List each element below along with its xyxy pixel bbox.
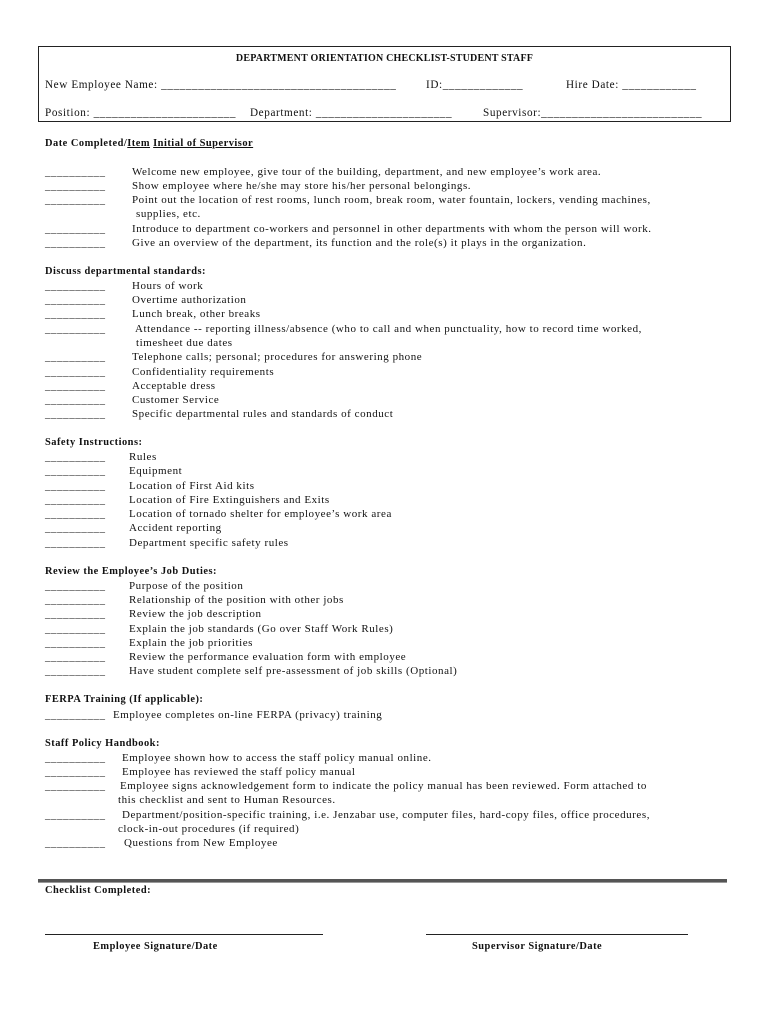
initial-blank[interactable]: __________: [45, 394, 106, 406]
checklist-row[interactable]: [45, 780, 647, 792]
initial-blank[interactable]: __________: [45, 837, 106, 849]
new-employee-name-field[interactable]: New Employee Name: ______________________________________: [45, 79, 397, 91]
item-text: Questions from New Employee: [124, 837, 278, 849]
checklist-row[interactable]: [45, 752, 432, 764]
item-text: Show employee where he/she may store his/her personal belongings.: [132, 180, 472, 192]
item-text: Department/position-specific training, i.e. Jenzabar use, computer files, hard-copy files, office procedures,: [122, 809, 650, 821]
safety-heading: Safety Instructions:: [45, 437, 143, 448]
duties-heading: Review the Employee’s Job Duties:: [45, 566, 217, 577]
item-text-continued: timesheet due dates: [136, 337, 233, 349]
item-text: Review the performance evaluation form with employee: [129, 651, 407, 663]
checklist-row[interactable]: [45, 637, 253, 649]
supervisor-signature-line[interactable]: [426, 934, 688, 935]
initial-blank[interactable]: __________: [45, 508, 106, 520]
checklist-row[interactable]: [45, 166, 601, 178]
initial-blank[interactable]: __________: [45, 465, 106, 477]
initial-blank[interactable]: __________: [45, 480, 106, 492]
item-text: Explain the job standards (Go over Staff Work Rules): [129, 623, 394, 635]
item-text: Overtime authorization: [132, 294, 247, 306]
checklist-row[interactable]: [45, 651, 406, 663]
checklist-row[interactable]: [45, 709, 382, 721]
item-text: Equipment: [129, 465, 183, 477]
checklist-row[interactable]: [45, 451, 157, 463]
checklist-row[interactable]: [45, 665, 457, 677]
position-field[interactable]: Position: _______________________: [45, 107, 237, 119]
item-text: Explain the job priorities: [129, 637, 253, 649]
item-text: Accident reporting: [129, 522, 222, 534]
item-text: Give an overview of the department, its function and the role(s) it plays in the organization.: [132, 237, 587, 249]
checklist-row[interactable]: [45, 237, 586, 249]
item-text: Employee signs acknowledgement form to indicate the policy manual has been reviewed. Form attached to: [120, 780, 647, 792]
hire-date-field[interactable]: Hire Date: ____________: [566, 79, 697, 91]
initial-blank[interactable]: __________: [45, 809, 106, 821]
initial-blank[interactable]: __________: [45, 294, 106, 306]
checklist-row[interactable]: [45, 465, 182, 477]
initial-blank[interactable]: __________: [45, 709, 106, 721]
column-header: [45, 138, 253, 149]
checklist-row[interactable]: [45, 508, 392, 520]
checklist-completed-heading: Checklist Completed:: [45, 885, 152, 896]
checklist-row[interactable]: [45, 351, 422, 363]
item-text: Rules: [129, 451, 157, 463]
employee-signature-line[interactable]: [45, 934, 323, 935]
item-text: Relationship of the position with other jobs: [129, 594, 344, 606]
initial-blank[interactable]: __________: [45, 223, 106, 235]
handbook-heading: Staff Policy Handbook:: [45, 738, 160, 749]
id-field[interactable]: ID:_____________: [426, 79, 524, 91]
item-text-continued: clock-in-out procedures (if required): [118, 823, 300, 835]
checklist-row[interactable]: [45, 323, 642, 335]
column-header-item: Item: [127, 138, 151, 149]
item-text: Introduce to department co-workers and personnel in other departments with whom the person will work.: [132, 223, 652, 235]
initial-blank[interactable]: __________: [45, 752, 106, 764]
checklist-row[interactable]: [45, 280, 203, 292]
checklist-row[interactable]: [45, 180, 471, 192]
item-text: Telephone calls; personal; procedures for answering phone: [132, 351, 423, 363]
checklist-row[interactable]: [45, 766, 355, 778]
checklist-row[interactable]: [45, 809, 650, 821]
item-text-continued: this checklist and sent to Human Resources.: [118, 794, 336, 806]
initial-blank[interactable]: __________: [45, 280, 106, 292]
checklist-row[interactable]: [45, 608, 262, 620]
employee-signature-label: Employee Signature/Date: [93, 941, 218, 952]
checklist-row[interactable]: [45, 480, 255, 492]
standards-heading: Discuss departmental standards:: [45, 266, 206, 277]
item-text: Location of First Aid kits: [129, 480, 255, 492]
initial-blank[interactable]: __________: [45, 580, 106, 592]
checklist-row[interactable]: [45, 522, 222, 534]
initial-blank[interactable]: __________: [45, 408, 106, 420]
initial-blank[interactable]: __________: [45, 451, 106, 463]
initial-blank[interactable]: __________: [45, 308, 106, 320]
initial-blank[interactable]: __________: [45, 366, 106, 378]
item-text: Have student complete self pre-assessment of job skills (Optional): [129, 665, 458, 677]
checklist-row[interactable]: [45, 194, 651, 206]
column-header-date: Date Completed/: [45, 138, 128, 149]
item-text: Confidentiality requirements: [132, 366, 275, 378]
initial-blank[interactable]: __________: [45, 766, 106, 778]
item-text: Customer Service: [132, 394, 220, 406]
item-text: Review the job description: [129, 608, 262, 620]
supervisor-field[interactable]: Supervisor:__________________________: [483, 107, 703, 119]
checklist-row[interactable]: [45, 308, 261, 320]
item-text: Purpose of the position: [129, 580, 244, 592]
item-text: Department specific safety rules: [129, 537, 289, 549]
initial-blank[interactable]: __________: [45, 351, 106, 363]
section-divider: [38, 879, 727, 883]
item-text: Employee shown how to access the staff policy manual online.: [122, 752, 432, 764]
initial-blank[interactable]: __________: [45, 380, 106, 392]
checklist-row[interactable]: [45, 294, 246, 306]
supervisor-signature-label: Supervisor Signature/Date: [472, 941, 603, 952]
checklist-row[interactable]: [45, 394, 219, 406]
initial-blank[interactable]: __________: [45, 665, 106, 677]
checklist-row[interactable]: [45, 380, 216, 392]
initial-blank[interactable]: __________: [45, 651, 106, 663]
department-field[interactable]: Department: ______________________: [250, 107, 453, 119]
checklist-row[interactable]: [45, 580, 243, 592]
initial-blank[interactable]: __________: [45, 637, 106, 649]
checklist-row[interactable]: [45, 537, 289, 549]
initial-blank[interactable]: __________: [45, 522, 106, 534]
column-header-initial: Initial of Supervisor: [153, 138, 254, 149]
initial-blank[interactable]: __________: [45, 180, 106, 192]
item-text: Employee has reviewed the staff policy manual: [122, 766, 356, 778]
checklist-row[interactable]: [45, 623, 393, 635]
item-text: Point out the location of rest rooms, lunch room, break room, water fountain, lockers, vending machines,: [132, 194, 651, 206]
initial-blank[interactable]: __________: [45, 237, 106, 249]
initial-blank[interactable]: __________: [45, 323, 106, 335]
item-text: Attendance -- reporting illness/absence (who to call and when punctuality, how to record time worked,: [135, 323, 642, 335]
item-text: Employee completes on-line FERPA (privacy) training: [113, 709, 383, 721]
item-text: Specific departmental rules and standards of conduct: [132, 408, 394, 420]
initial-blank[interactable]: __________: [45, 594, 106, 606]
initial-blank[interactable]: __________: [45, 494, 106, 506]
item-text: Hours of work: [132, 280, 204, 292]
checklist-row[interactable]: [45, 223, 652, 235]
checklist-row[interactable]: [45, 837, 278, 849]
checklist-row[interactable]: [45, 408, 393, 420]
initial-blank[interactable]: __________: [45, 194, 106, 206]
initial-blank[interactable]: __________: [45, 608, 106, 620]
form-title: DEPARTMENT ORIENTATION CHECKLIST-STUDENT STAFF: [235, 53, 534, 64]
item-text: Lunch break, other breaks: [132, 308, 261, 320]
item-text: Welcome new employee, give tour of the building, department, and new employee’s work area.: [132, 166, 602, 178]
item-text: Location of Fire Extinguishers and Exits: [129, 494, 330, 506]
checklist-row[interactable]: [45, 494, 330, 506]
initial-blank[interactable]: __________: [45, 537, 106, 549]
checklist-row[interactable]: [45, 366, 274, 378]
item-text: Location of tornado shelter for employee’s work area: [129, 508, 392, 520]
initial-blank[interactable]: __________: [45, 166, 106, 178]
initial-blank[interactable]: __________: [45, 623, 106, 635]
initial-blank[interactable]: __________: [45, 780, 106, 792]
checklist-row[interactable]: [45, 594, 344, 606]
item-text: Acceptable dress: [132, 380, 216, 392]
item-text-continued: supplies, etc.: [136, 208, 201, 220]
ferpa-heading: FERPA Training (If applicable):: [45, 694, 204, 705]
